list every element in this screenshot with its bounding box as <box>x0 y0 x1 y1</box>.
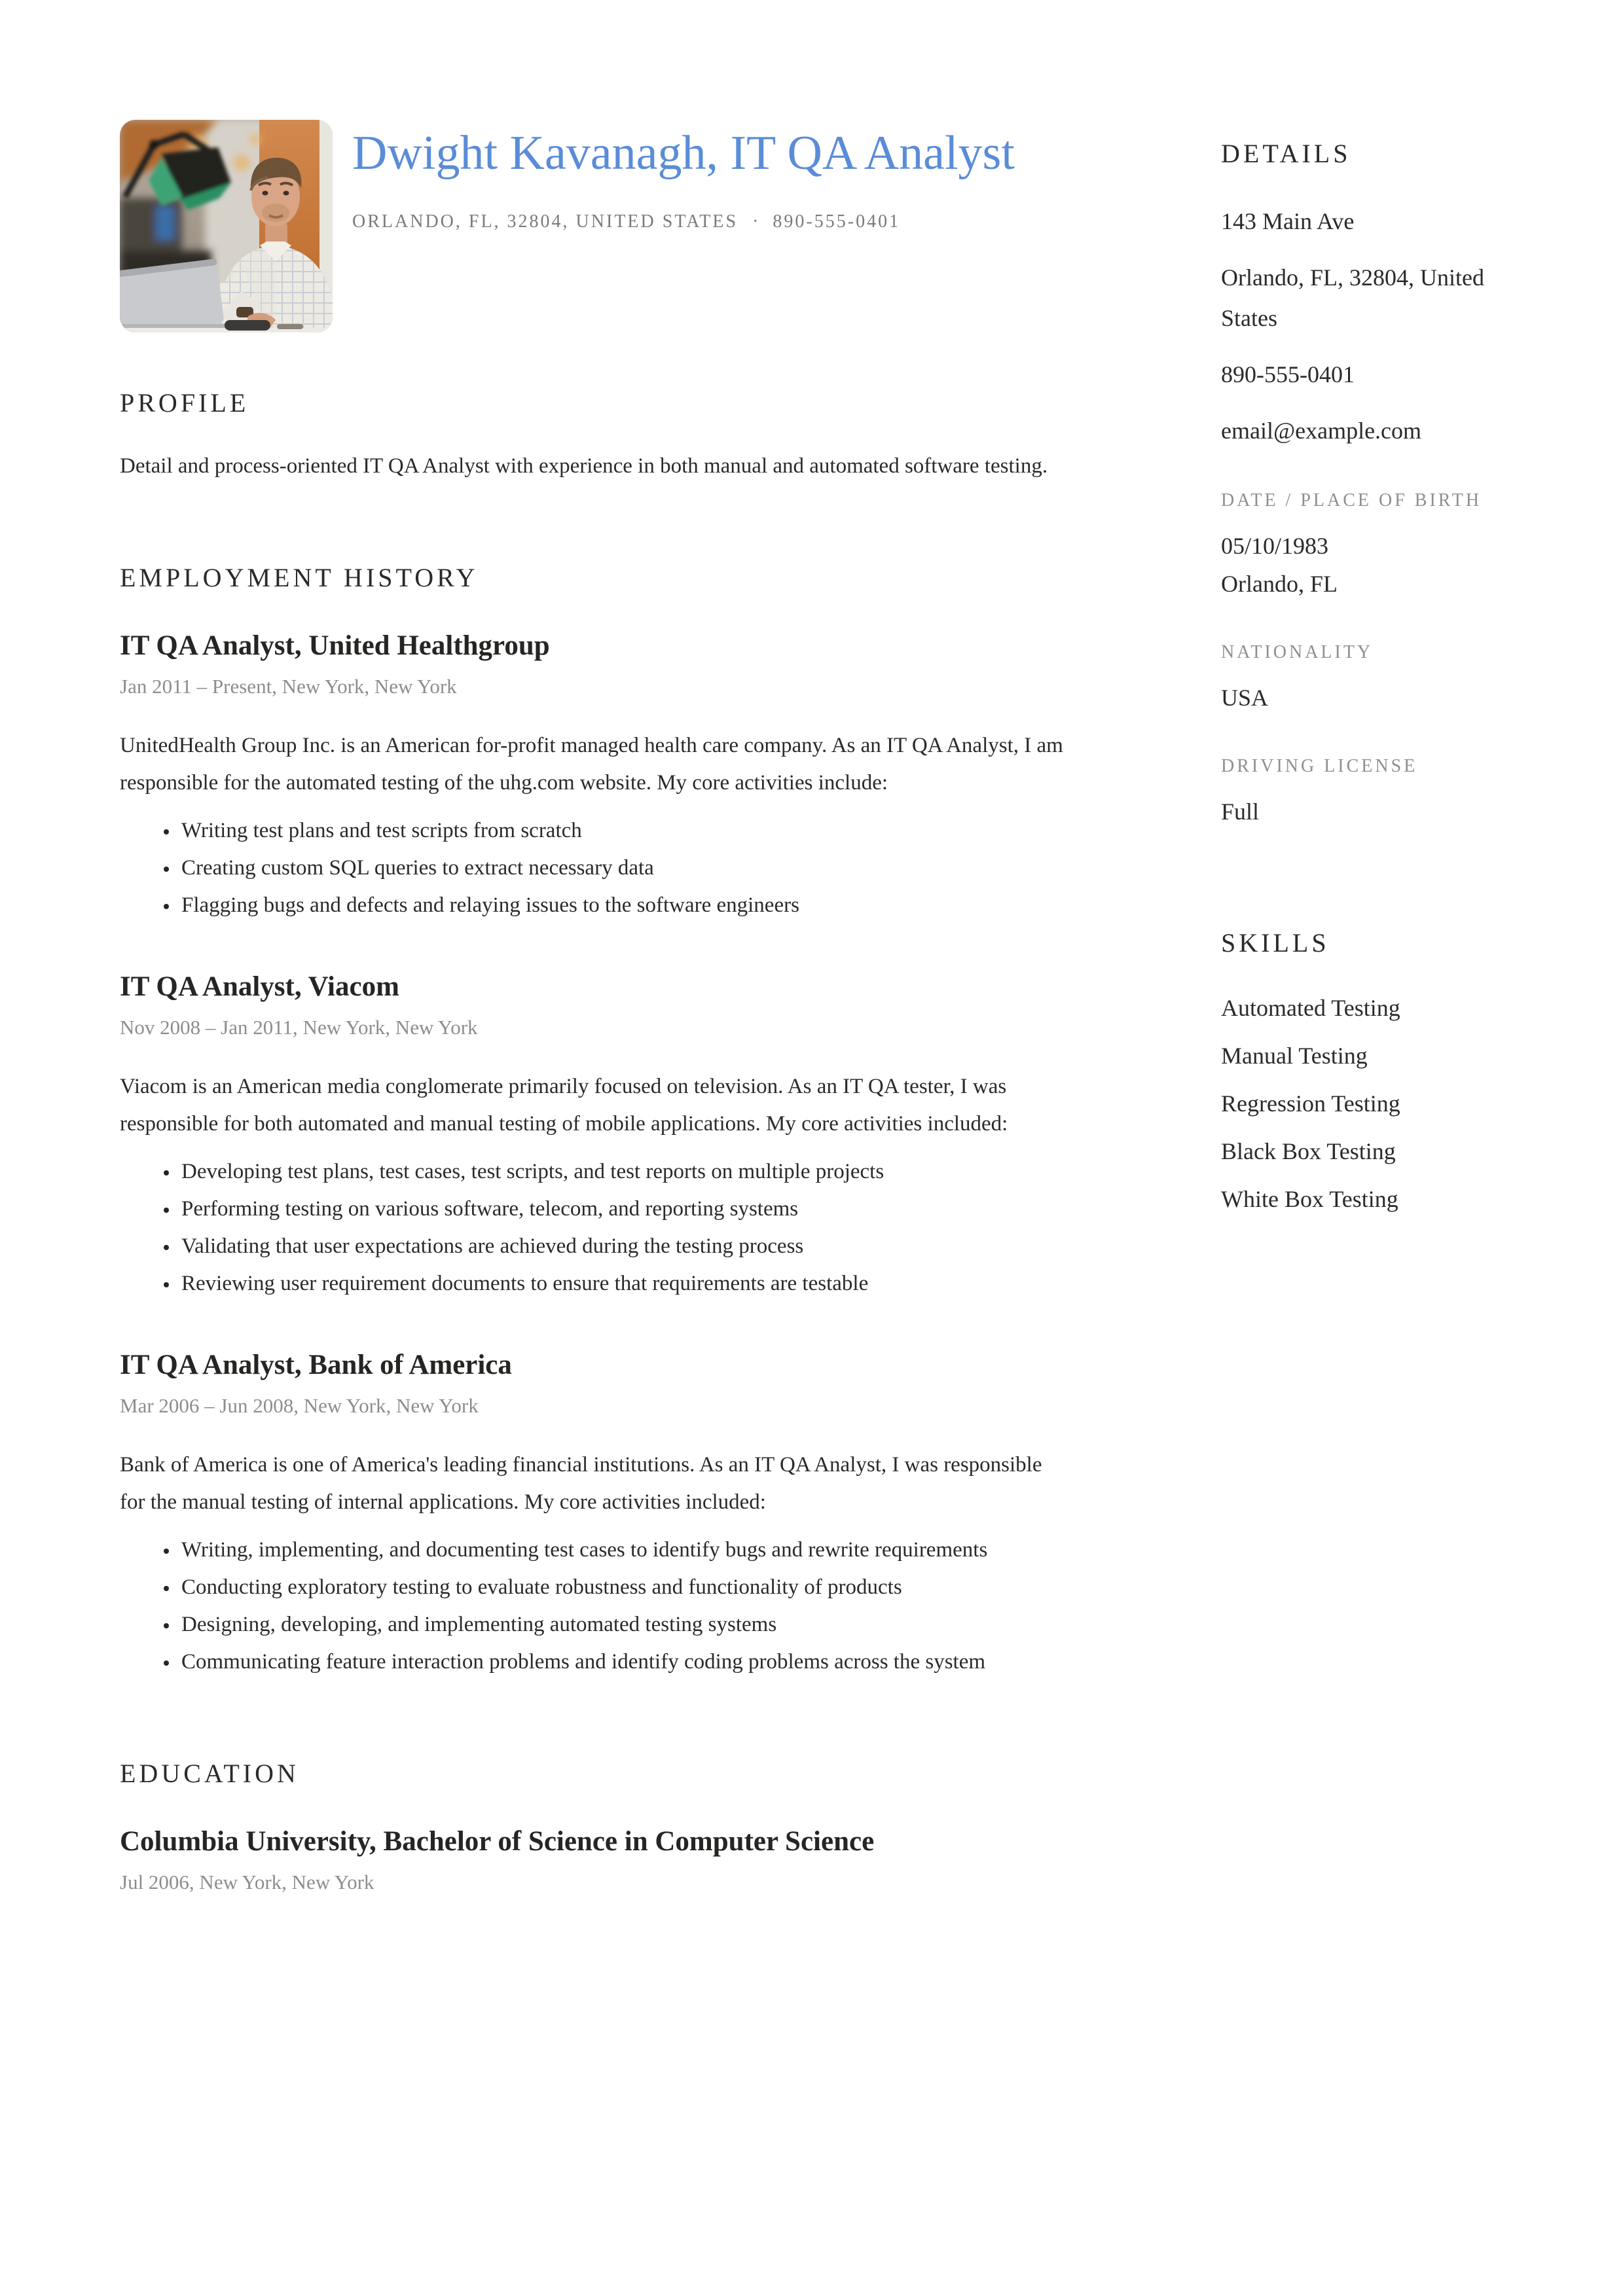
laptop <box>120 259 231 332</box>
job-dates: Mar 2006 – Jun 2008, New York, New York <box>120 1394 479 1417</box>
education-heading: EDUCATION <box>120 1759 299 1788</box>
details-heading: DETAILS <box>1221 139 1351 168</box>
job-bullet: • Creating custom SQL queries to extract necessary data <box>179 850 1072 887</box>
skill-item: White Box Testing <box>1221 1186 1398 1212</box>
job-entry-united-healthgroup <box>120 629 1072 924</box>
sidebar <box>1221 120 1503 1962</box>
job-bullet: • Flagging bugs and defects and relaying issues to the software engineers <box>179 887 1072 924</box>
job-bullet: • Reviewing user requirement documents to ensure that requirements are testable <box>179 1265 1072 1302</box>
contact-location: ORLANDO, FL, 32804, UNITED STATES <box>352 211 739 232</box>
job-bullet: • Performing testing on various software, telecom, and reporting systems <box>179 1191 1072 1228</box>
skill-item: Regression Testing <box>1221 1090 1400 1117</box>
education-title: Columbia University, Bachelor of Science in Computer Science <box>120 1826 875 1857</box>
header <box>120 120 1072 332</box>
driving-license-label: DRIVING LICENSE <box>1221 756 1418 776</box>
skills-list <box>1221 988 1503 1219</box>
skill-item: Automated Testing <box>1221 995 1400 1021</box>
details-address <box>1221 201 1503 451</box>
details-phone: 890-555-0401 <box>1221 361 1355 387</box>
job-bullet: • Writing test plans and test scripts from scratch <box>179 812 1072 850</box>
profile-text: Detail and process-oriented IT QA Analyst with experience in both manual and automated software testing. <box>120 454 1048 478</box>
job-entry-bank-of-america <box>120 1348 1072 1681</box>
education-section <box>120 1758 1072 1962</box>
job-bullet-list <box>120 1532 1072 1681</box>
contact-separator: · <box>752 211 759 232</box>
birth-label: DATE / PLACE OF BIRTH <box>1221 490 1482 511</box>
job-bullet: • Validating that user expectations are achieved during the testing process <box>179 1228 1072 1265</box>
job-bullet: • Communicating feature interaction problems and identify coding problems across the system <box>179 1643 1072 1681</box>
skills-heading: SKILLS <box>1221 928 1330 958</box>
skill-item: Black Box Testing <box>1221 1138 1396 1164</box>
details-email[interactable]: email@example.com <box>1221 418 1422 444</box>
contact-line <box>352 211 1020 232</box>
profile-section <box>120 387 1072 485</box>
birth-values <box>1221 527 1503 603</box>
job-bullet-list <box>120 1153 1072 1302</box>
job-description: Viacom is an American media conglomerate primarily focused on television. As an IT QA tester, I was responsible for both automated and manual testing of mobile applications. My core activities included: <box>120 1075 1008 1136</box>
address-line-2: Orlando, FL, 32804, United States <box>1221 264 1484 331</box>
education-entry <box>120 1825 1072 1897</box>
nationality-value: USA <box>1221 685 1269 711</box>
profile-photo <box>120 120 333 332</box>
education-dates: Jul 2006, New York, New York <box>120 1871 374 1893</box>
birth-date: 05/10/1983 <box>1221 533 1329 559</box>
job-title: IT QA Analyst, Bank of America <box>120 1350 512 1380</box>
job-title: IT QA Analyst, Viacom <box>120 971 399 1002</box>
profile-heading: PROFILE <box>120 388 249 418</box>
job-dates: Nov 2008 – Jan 2011, New York, New York <box>120 1016 478 1039</box>
candidate-name: Dwight Kavanagh, IT QA Analyst <box>352 126 1015 180</box>
birth-place: Orlando, FL <box>1221 571 1338 597</box>
skill-item: Manual Testing <box>1221 1043 1368 1069</box>
job-description: UnitedHealth Group Inc. is an American for-profit managed health care company. As an IT QA Analyst, I am responsible for the automated testing of the uhg.com website. My core activities include: <box>120 734 1063 795</box>
job-title: IT QA Analyst, United Healthgroup <box>120 630 550 661</box>
job-bullet: • Writing, implementing, and documenting test cases to identify bugs and rewrite requirements <box>179 1532 1072 1569</box>
job-entry-viacom <box>120 970 1072 1302</box>
address-line-1: 143 Main Ave <box>1221 208 1355 234</box>
skills-section <box>1221 927 1503 1219</box>
driving-license-value: Full <box>1221 798 1260 825</box>
job-description: Bank of America is one of America's leading financial institutions. As an IT QA Analyst, I was responsible for the manual testing of internal applications. My core activities included: <box>120 1453 1042 1514</box>
profile-photo-illustration <box>120 120 333 332</box>
job-bullet: • Developing test plans, test cases, test scripts, and test reports on multiple projects <box>179 1153 1072 1191</box>
nationality-label: NATIONALITY <box>1221 642 1374 662</box>
employment-heading: EMPLOYMENT HISTORY <box>120 563 479 592</box>
name-block <box>352 120 1020 332</box>
job-bullet-list <box>120 812 1072 924</box>
contact-phone: 890-555-0401 <box>773 211 901 232</box>
main-column <box>120 120 1072 1962</box>
job-bullet: • Conducting exploratory testing to evaluate robustness and functionality of products <box>179 1569 1072 1606</box>
employment-section <box>120 562 1072 1681</box>
job-dates: Jan 2011 – Present, New York, New York <box>120 675 457 698</box>
job-bullet: • Designing, developing, and implementing automated testing systems <box>179 1606 1072 1643</box>
